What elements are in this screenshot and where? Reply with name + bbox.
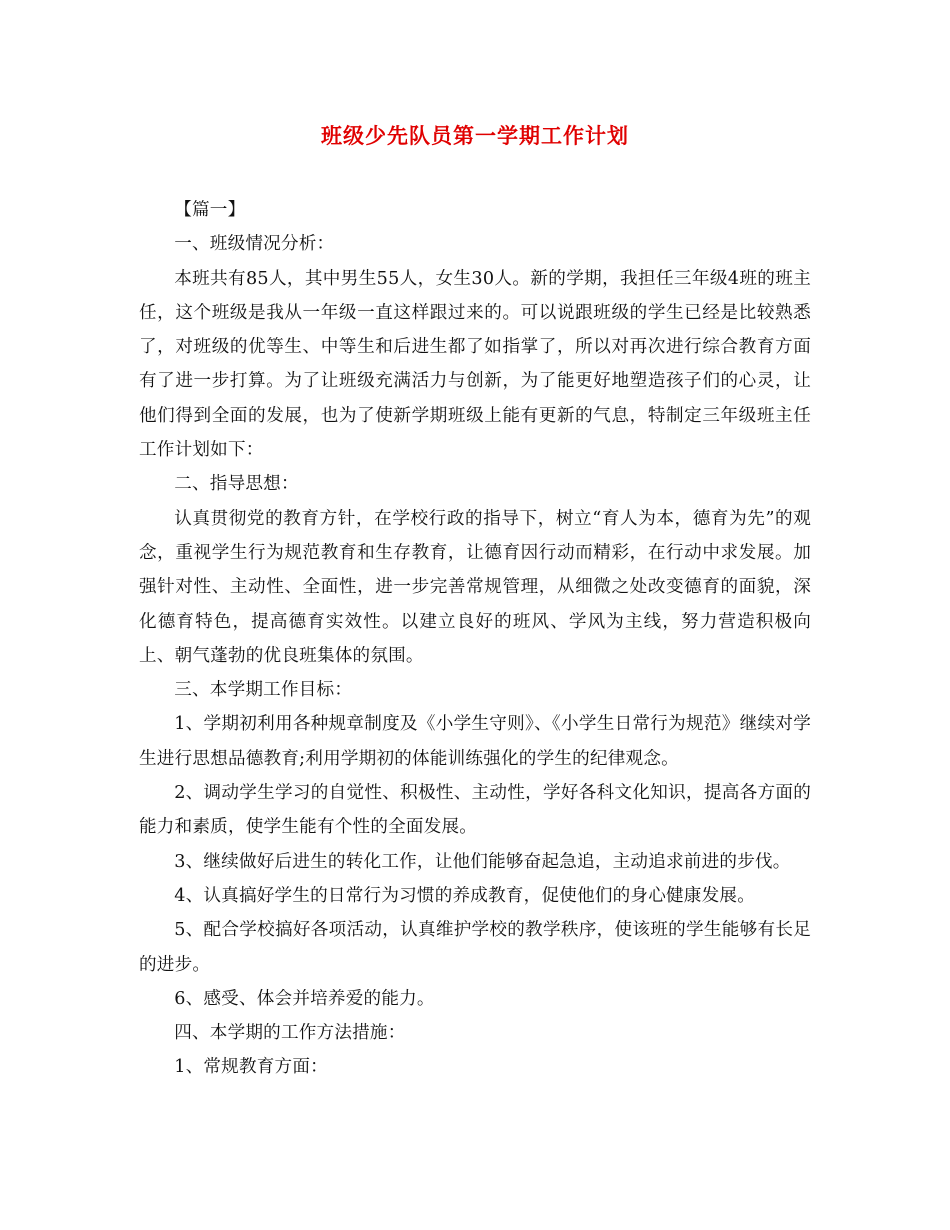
- goal-item-1: 1、学期初利用各种规章制度及《小学生守则》、《小学生日常行为规范》继续对学生进行思想品德教育;利用学期初的体能训练强化的学生的纪律观念。: [139, 714, 811, 769]
- document-title: 班级少先队员第一学期工作计划: [321, 123, 629, 148]
- heading-guiding-ideology: 二、指导思想：: [174, 474, 299, 495]
- goal-item-2: 2、调动学生学习的自觉性、积极性、主动性，学好各科文化知识，提高各方面的能力和素质，使学生能有个性的全面发展。: [139, 783, 811, 838]
- goal-item-5: 5、配合学校搞好各项活动，认真维护学校的教学秩序，使该班的学生能够有长足的进步。: [139, 920, 811, 975]
- paragraph-guiding-ideology: 认真贯彻党的教育方针，在学校行政的指导下，树立“育人为本，德育为先”的观念，重视学生行为规范教育和生存教育，让德育因行动而精彩，在行动中求发展。加强针对性、主动性、全面性，进一步完善常规管理，从细微之处改变德育的面貌，深化德育特色，提高德育实效性。以建立良好的班风、学风为主线，努力营造积极向上、朝气蓬勃的优良班集体的氛围。: [139, 508, 811, 666]
- paragraph-class-analysis: 本班共有85人，其中男生55人，女生30人。新的学期，我担任三年级4班的班主任，这个班级是我从一年级一直这样跟过来的。可以说跟班级的学生已经是比较熟悉了，对班级的优等生、中等生和后进生都了如指掌了，所以对再次进行综合教育方面有了进一步打算。为了让班级充满活力与创新，为了能更好地塑造孩子们的心灵，让他们得到全面的发展，也为了使新学期班级上能有更新的气息，特制定三年级班主任工作计划如下：: [139, 268, 811, 461]
- section-label: 【篇一】: [174, 200, 246, 220]
- heading-work-methods: 四、本学期的工作方法措施：: [174, 1023, 406, 1044]
- subheading-routine-education: 1、常规教育方面：: [174, 1057, 328, 1078]
- heading-work-goals: 三、本学期工作目标：: [174, 680, 353, 701]
- heading-class-analysis: 一、班级情况分析：: [174, 234, 335, 255]
- document-body: [139, 193, 811, 1085]
- goal-item-6: 6、感受、体会并培养爱的能力。: [174, 988, 435, 1009]
- goal-item-3: 3、继续做好后进生的转化工作，让他们能够奋起急追，主动追求前进的步伐。: [174, 851, 791, 872]
- goal-item-4: 4、认真搞好学生的日常行为习惯的养成教育，促使他们的身心健康发展。: [174, 885, 755, 906]
